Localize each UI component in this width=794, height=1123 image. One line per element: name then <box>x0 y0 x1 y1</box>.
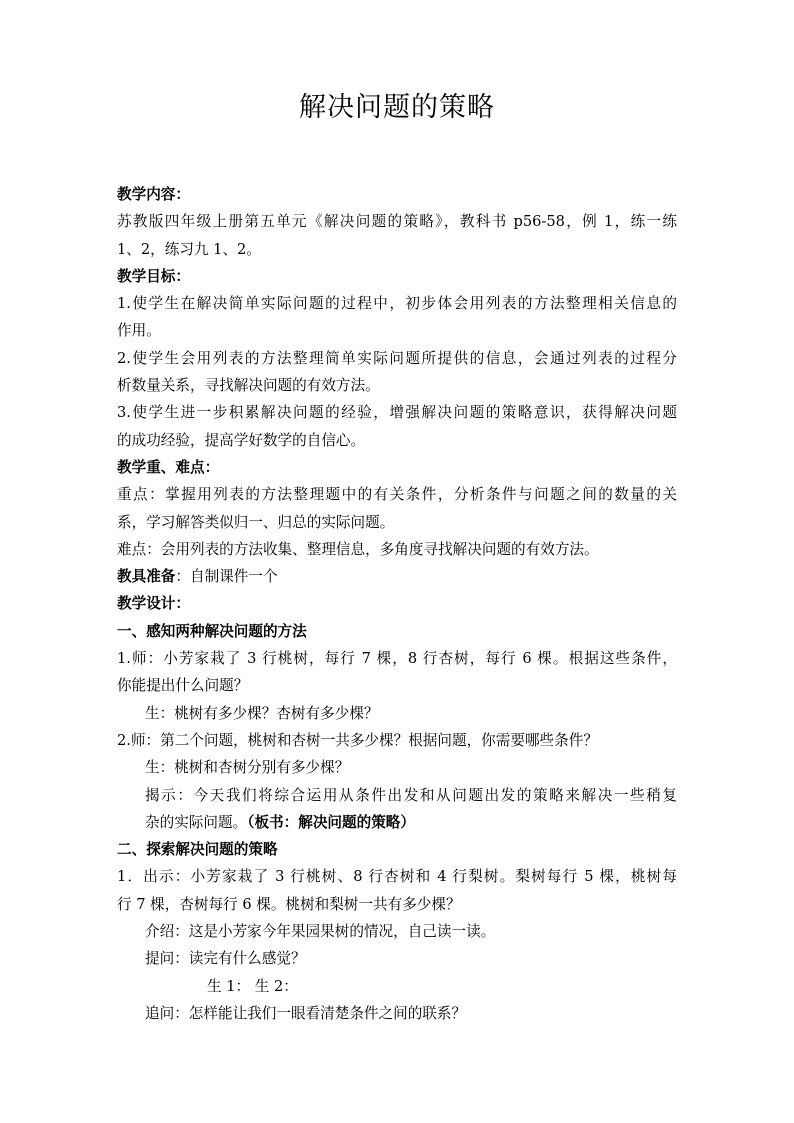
goal-3-line-2: 的成功经验，提高学好数学的自信心。 <box>117 431 366 449</box>
s1-q1-line-1: 1.师：小芳家栽了 3 行桃树，每行 7 棵，8 行杏树，每行 6 棵。根据这些条件， <box>117 650 677 668</box>
s2-show-line-1: 1．出示：小芳家栽了 3 行桃树、8 行杏树和 4 行梨树。梨树每行 5 棵，桃树每 <box>117 868 677 886</box>
s2-show-line-2: 行 7 棵，杏树每行 6 棵。桃树和梨树一共有多少棵？ <box>117 895 461 913</box>
s1-q2: 2.师：第二个问题，桃树和杏树一共多少棵？根据问题，你需要哪些条件？ <box>117 731 598 749</box>
heading-teaching-content: 教学内容： <box>117 186 190 203</box>
s1-answer-2: 生：桃树和杏树分别有多少棵？ <box>145 759 350 777</box>
teaching-aids <box>117 563 677 590</box>
heading-teaching-goals: 教学目标： <box>117 267 190 285</box>
goal-1-line-1: 1.使学生在解决简单实际问题的过程中，初步体会用列表的方法整理相关信息的 <box>117 295 677 313</box>
key-point-line-1: 重点：掌握用列表的方法整理题中的有关条件，分析条件与问题之间的数量的关 <box>117 486 677 504</box>
goal-2-line-1: 2.使学生会用列表的方法整理简单实际问题所提供的信息，会通过列表的过程分 <box>117 349 677 367</box>
s2-ask: 提问：读完有什么感觉？ <box>145 950 306 968</box>
heading-key-difficult: 教学重、难点： <box>117 458 220 476</box>
s1-reveal-line-1: 揭示：今天我们将综合运用从条件出发和从问题出发的策略来解决一些稍复 <box>145 786 677 804</box>
content-line-1: 苏教版四年级上册第五单元《解决问题的策略》，教科书 p56-58，例 1，练一练 <box>117 213 677 231</box>
goal-3-line-1: 3.使学生进一步积累解决问题的经验，增强解决问题的策略意识，获得解决问题 <box>117 404 677 422</box>
difficult-point: 难点：会用列表的方法收集、整理信息，多角度寻找解决问题的有效方法。 <box>117 540 599 558</box>
page-title: 解决问题的策略 <box>299 92 495 123</box>
section-1-heading: 一、感知两种解决问题的方法 <box>117 622 307 640</box>
goal-2-line-2: 析数量关系，寻找解决问题的有效方法。 <box>117 377 380 395</box>
teaching-aids-part-0: 教具准备 <box>117 568 176 586</box>
s1-reveal-line-2-part-0: 杂的实际问题。 <box>145 813 248 831</box>
content-line-2: 1、2，练习九 1、2。 <box>117 240 261 258</box>
key-point-line-2: 系，学习解答类似归一、归总的实际问题。 <box>117 513 395 531</box>
section-2-heading: 二、探索解决问题的策略 <box>117 841 278 859</box>
teaching-aids-part-1: ：自制课件一个 <box>175 568 278 586</box>
document-body <box>117 181 677 1027</box>
s2-intro: 介绍：这是小芳家今年果园果树的情况，自己读一读。 <box>145 923 496 941</box>
s1-reveal-line-2-part-1: （板书：解决问题的策略） <box>247 813 415 831</box>
s1-q1-line-2: 你能提出什么问题？ <box>117 677 249 695</box>
s2-students: 生 1： 生 2： <box>207 977 298 995</box>
goal-1-line-2: 作用。 <box>117 322 161 340</box>
s1-reveal-line-2 <box>117 809 677 836</box>
s2-follow-up: 追问：怎样能让我们一眼看清楚条件之间的联系？ <box>145 1004 467 1022</box>
s1-answer-1: 生：桃树有多少棵？杏树有多少棵？ <box>145 704 379 722</box>
heading-teaching-design: 教学设计： <box>117 595 190 613</box>
